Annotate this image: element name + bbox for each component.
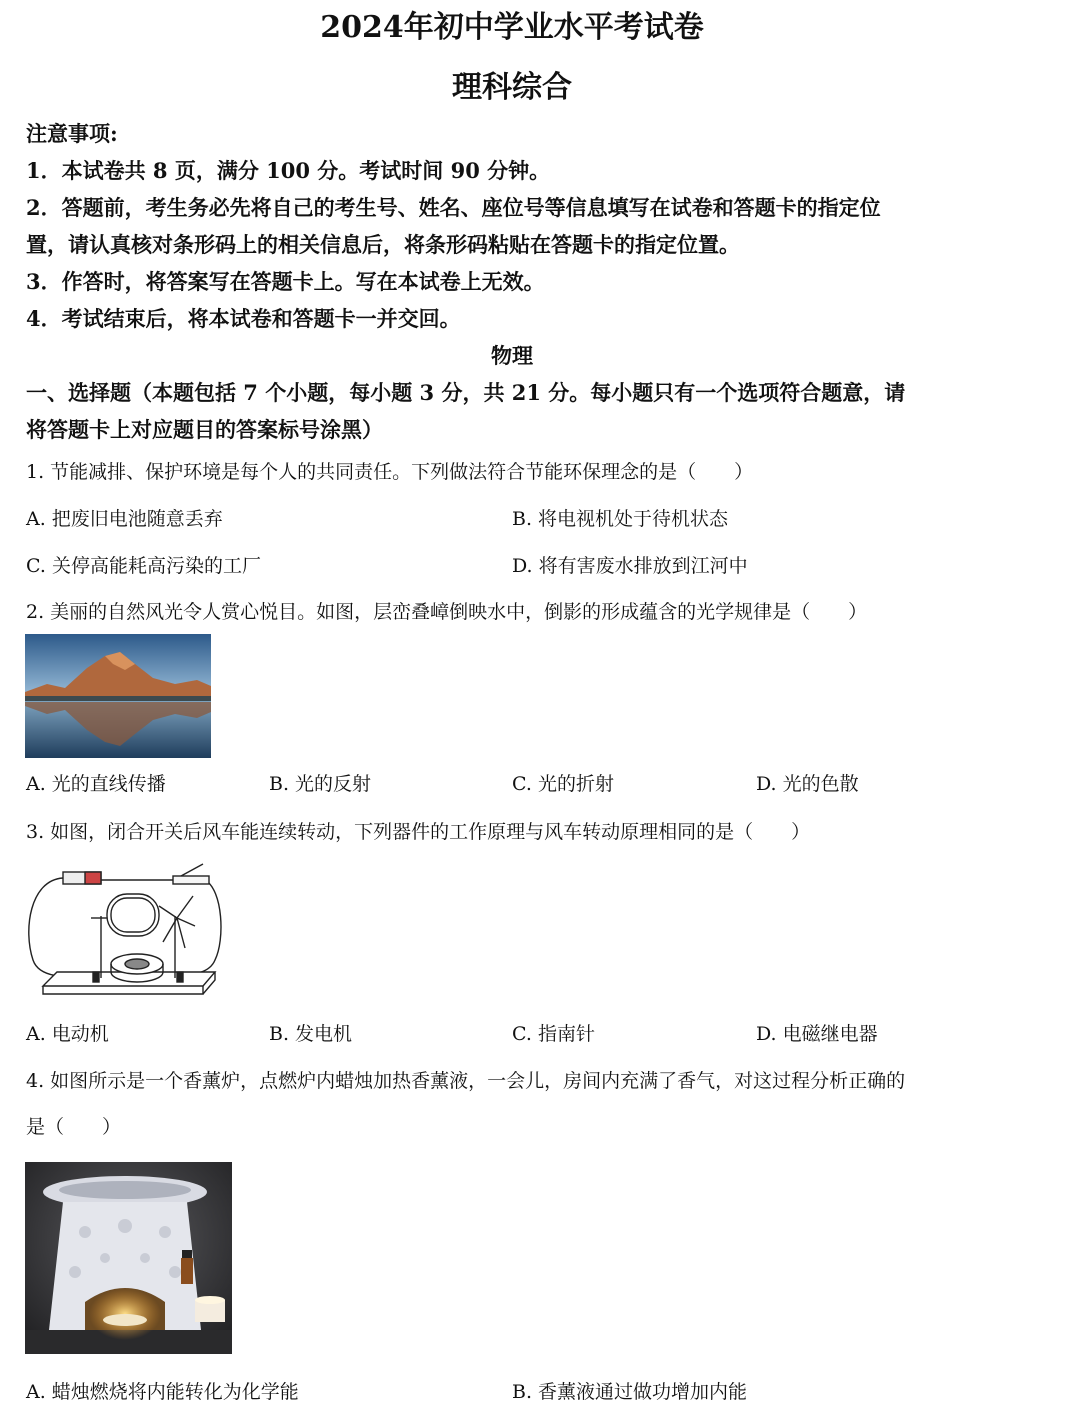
q3-option-c: C. 指南针 bbox=[512, 1023, 595, 1045]
subject-heading: 物理 bbox=[491, 343, 533, 368]
q2-option-a: A. 光的直线传播 bbox=[26, 773, 166, 795]
question-1-text: 1. 节能减排、保护环境是每个人的共同责任。下列做法符合节能环保理念的是（ ） bbox=[26, 461, 754, 483]
q4-option-a: A. 蜡烛燃烧将内能转化为化学能 bbox=[26, 1381, 299, 1403]
notes-item: 2．答题前，考生务必先将自己的考生号、姓名、座位号等信息填写在试卷和答题卡的指定位 bbox=[26, 195, 881, 220]
q4-option-b: B. 香薰液通过做功增加内能 bbox=[512, 1381, 748, 1403]
question-4-text: 4. 如图所示是一个香薰炉，点燃炉内蜡烛加热香薰液，一会儿，房间内充满了香气，对这过程分析正确的 bbox=[26, 1070, 906, 1092]
notes-item: 3．作答时，将答案写在答题卡上。写在本试卷上无效。 bbox=[26, 269, 545, 294]
aroma-burner-image bbox=[25, 1162, 232, 1354]
q1-option-a: A. 把废旧电池随意丢弃 bbox=[26, 508, 223, 530]
mountain-lake-image bbox=[25, 634, 211, 758]
notes-item: 4．考试结束后，将本试卷和答题卡一并交回。 bbox=[26, 306, 461, 331]
notes-heading: 注意事项: bbox=[26, 121, 118, 146]
q3-option-d: D. 电磁继电器 bbox=[756, 1023, 878, 1045]
question-2-text: 2. 美丽的自然风光令人赏心悦目。如图，层峦叠嶂倒映水中，倒影的形成蕴含的光学规律是（ ） bbox=[26, 601, 868, 623]
q2-option-b: B. 光的反射 bbox=[269, 773, 372, 795]
q3-option-b: B. 发电机 bbox=[269, 1023, 353, 1045]
section-heading-cont: 将答题卡上对应题目的答案标号涂黑） bbox=[26, 417, 383, 442]
q3-option-a: A. 电动机 bbox=[26, 1023, 109, 1045]
section-heading: 一、选择题（本题包括 7 个小题，每小题 3 分，共 21 分。每小题只有一个选项符合题意，请 bbox=[26, 380, 906, 405]
question-4-text-cont: 是（ ） bbox=[26, 1116, 122, 1138]
q2-option-c: C. 光的折射 bbox=[512, 773, 614, 795]
q1-option-d: D. 将有害废水排放到江河中 bbox=[512, 555, 748, 577]
q1-option-c: C. 关停高能耗高污染的工厂 bbox=[26, 555, 261, 577]
exam-title: 2024年初中学业水平考试卷 bbox=[320, 10, 704, 45]
motor-circuit-diagram bbox=[25, 860, 225, 998]
notes-item: 置，请认真核对条形码上的相关信息后，将条形码粘贴在答题卡的指定位置。 bbox=[26, 232, 740, 257]
question-3-text: 3. 如图，闭合开关后风车能连续转动，下列器件的工作原理与风车转动原理相同的是（ ） bbox=[26, 821, 811, 843]
notes-item: 1．本试卷共 8 页，满分 100 分。考试时间 90 分钟。 bbox=[26, 158, 551, 183]
q2-option-d: D. 光的色散 bbox=[756, 773, 859, 795]
exam-subtitle: 理科综合 bbox=[452, 70, 572, 105]
q1-option-b: B. 将电视机处于待机状态 bbox=[512, 508, 729, 530]
